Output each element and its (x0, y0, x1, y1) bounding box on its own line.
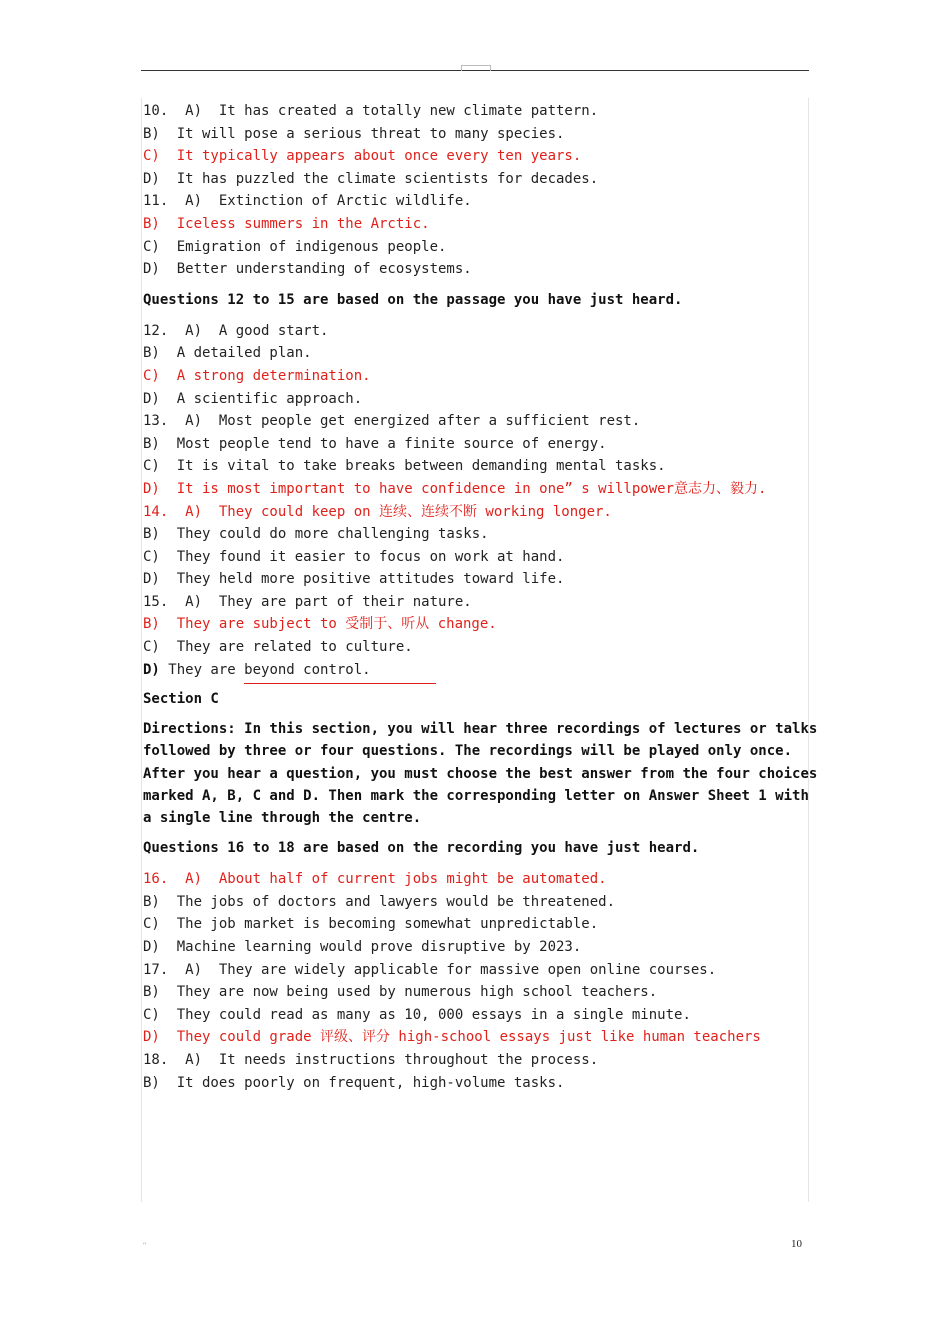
option-line: B) Iceless summers in the Arctic. (143, 215, 430, 232)
option-line: B) They could do more challenging tasks. (143, 526, 489, 543)
option-line: B) Most people tend to have a finite source of energy. (143, 435, 607, 452)
option-line: 14. A) They could keep on 连续、连续不断 working longer. (143, 503, 612, 520)
option-line: B) It will pose a serious threat to many species. (143, 125, 565, 142)
option-line-15d (143, 659, 823, 682)
section-c-title: Section C (143, 691, 219, 708)
option-line: 12. A) A good start. (143, 322, 329, 339)
option-line: 16. A) About half of current jobs might be automated. (143, 871, 607, 888)
option-text: They are (159, 661, 245, 678)
question-block-16-18 (143, 868, 823, 1094)
option-line: C) The job market is becoming somewhat unpredictable. (143, 916, 599, 933)
question-block-10-11 (143, 100, 823, 281)
option-line: D) They held more positive attitudes toward life. (143, 571, 565, 588)
option-line: C) It typically appears about once every ten years. (143, 148, 582, 165)
option-line: B) They are subject to 受制于、听从 change. (143, 616, 497, 633)
option-line: C) They found it easier to focus on work at hand. (143, 548, 565, 565)
underlined-answer: beyond control. (244, 659, 370, 682)
option-line: 18. A) It needs instructions throughout the process. (143, 1052, 599, 1069)
option-line: D) It has puzzled the climate scientists for decades. (143, 170, 599, 187)
option-line: C) Emigration of indigenous people. (143, 238, 447, 255)
questions-16-18-heading: Questions 16 to 18 are based on the recording you have just heard. (143, 840, 700, 857)
page-content (143, 100, 823, 1094)
footer-mark: ″ (143, 1241, 147, 1250)
option-label: D) (143, 661, 160, 678)
option-line: C) A strong determination. (143, 367, 371, 384)
option-line: 13. A) Most people get energized after a sufficient rest. (143, 413, 641, 430)
option-line: D) It is most important to have confidence in one” s willpower意志力、毅力. (143, 480, 767, 497)
header-tab (461, 65, 491, 71)
option-line: 17. A) They are widely applicable for massive open online courses. (143, 961, 717, 978)
option-line: D) Machine learning would prove disruptive by 2023. (143, 939, 582, 956)
section-c-directions: Directions: In this section, you will hear three recordings of lectures or talks followed by three or four questions. The recordings will be played only once. After you hear a question, you must choose the best answer from the four choices marked A, B, C and D. Then mark the corresponding letter on Answer Sheet 1 with a single line through the centre. (143, 721, 818, 827)
left-margin-guide (141, 98, 142, 1202)
option-line: 11. A) Extinction of Arctic wildlife. (143, 193, 472, 210)
option-line: B) A detailed plan. (143, 345, 312, 362)
option-line: D) They could grade 评级、评分 high-school essays just like human teachers (143, 1029, 761, 1046)
questions-12-15-heading: Questions 12 to 15 are based on the passage you have just heard. (143, 291, 683, 308)
option-line: B) It does poorly on frequent, high-volume tasks. (143, 1074, 565, 1091)
option-line: D) Better understanding of ecosystems. (143, 261, 472, 278)
option-line: B) The jobs of doctors and lawyers would be threatened. (143, 893, 616, 910)
page-number: 10 (791, 1238, 802, 1250)
option-line: 15. A) They are part of their nature. (143, 593, 472, 610)
option-line: C) It is vital to take breaks between demanding mental tasks. (143, 458, 666, 475)
question-block-12-15 (143, 320, 823, 659)
option-line: C) They are related to culture. (143, 639, 413, 656)
option-line: 10. A) It has created a totally new climate pattern. (143, 103, 599, 119)
option-line: D) A scientific approach. (143, 390, 363, 407)
option-line: C) They could read as many as 10, 000 essays in a single minute. (143, 1006, 691, 1023)
option-line: B) They are now being used by numerous high school teachers. (143, 984, 658, 1001)
